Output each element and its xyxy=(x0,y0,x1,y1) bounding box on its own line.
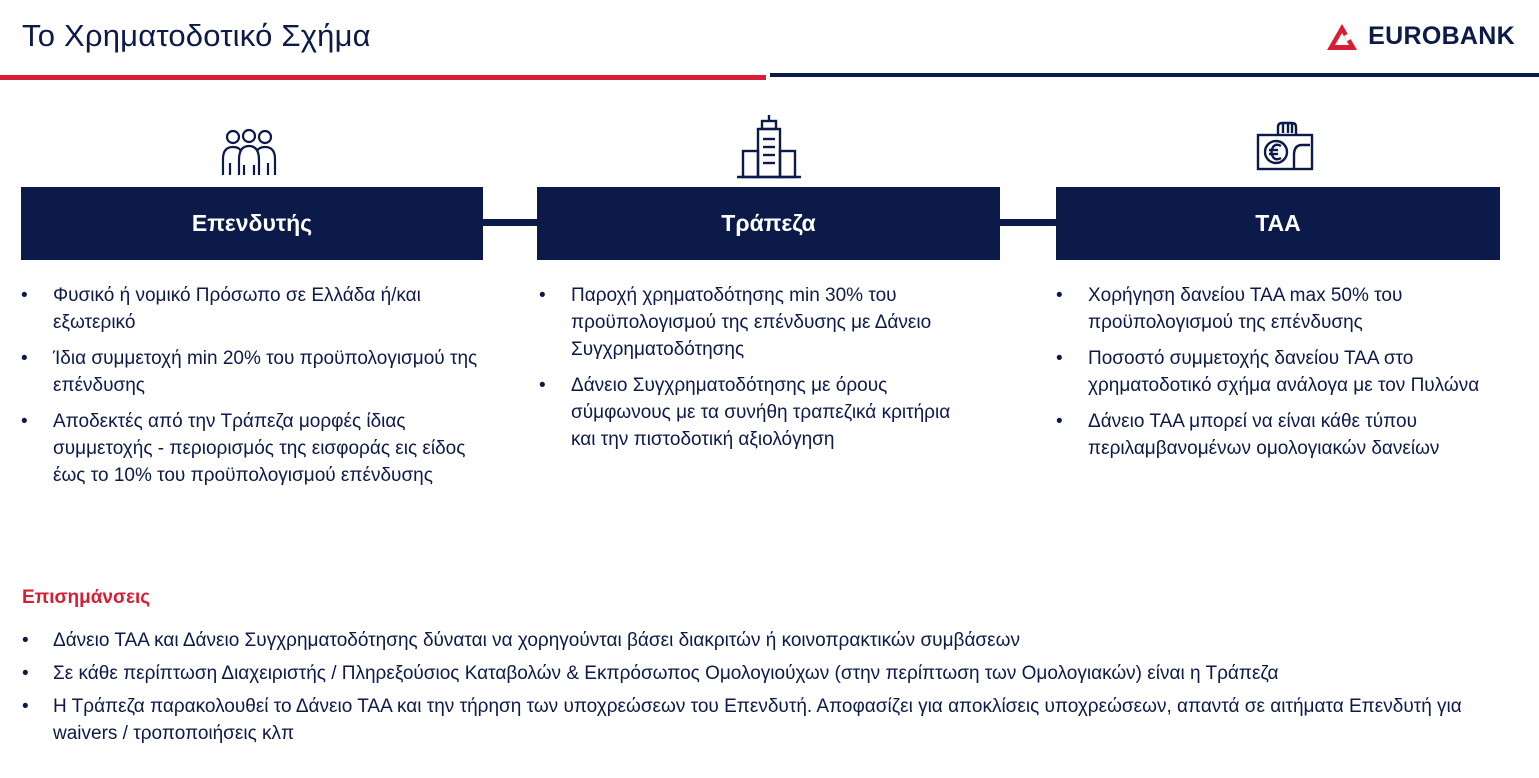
bank-title: Τράπεζα xyxy=(721,210,816,236)
list-item: • Δάνειο ΤΑΑ μπορεί να είναι κάθε τύπου περιλαμβανομένων ομολογιακών δανείων xyxy=(1056,408,1496,462)
list-item: • Αποδεκτές από την Τράπεζα μορφές ίδιας συμμετοχής - περιορισμός της εισφοράς εις είδος έως το 10% του προϋπολογισμού επένδυσης xyxy=(21,408,483,489)
page-title: Το Χρηματοδοτικό Σχήμα xyxy=(22,18,371,53)
rrf-box xyxy=(1056,187,1500,260)
rrf-bullets xyxy=(1056,282,1496,471)
connector-right xyxy=(1000,219,1056,226)
list-item: • Παροχή χρηματοδότησης min 30% του προϋπολογισμού της επένδυσης με Δάνειο Συγχρηματοδότησης xyxy=(539,282,979,363)
list-item: • Δάνειο Συγχρηματοδότησης με όρους σύμφωνους με τα συνήθη τραπεζικά κριτήρια και την πιστοδοτική αξιολόγηση xyxy=(539,372,979,453)
bank-bullets xyxy=(539,282,979,462)
buildings-icon xyxy=(735,115,803,184)
list-item: • Χορήγηση δανείου ΤΑΑ max 50% του προϋπολογισμού της επένδυσης xyxy=(1056,282,1496,336)
list-item: • Δάνειο ΤΑΑ και Δάνειο Συγχρηματοδότησης δύναται να χορηγούνται βάσει διακριτών ή κοινοπρακτικών συμβάσεων xyxy=(22,627,1522,654)
list-item: • Φυσικό ή νομικό Πρόσωπο σε Ελλάδα ή/και εξωτερικό xyxy=(21,282,483,336)
investor-title: Επενδυτής xyxy=(191,210,313,236)
investor-box xyxy=(21,187,483,260)
notes-list xyxy=(22,627,1522,753)
list-item: • Σε κάθε περίπτωση Διαχειριστής / Πληρεξούσιος Καταβολών & Εκπρόσωπος Ομολογιούχων (στην περίπτωση των Ομολογιακών) είναι η Τράπεζα xyxy=(22,660,1522,687)
eurobank-logo xyxy=(1326,22,1515,51)
list-item: • Η Τράπεζα παρακολουθεί το Δάνειο ΤΑΑ και την τήρηση των υποχρεώσεων του Επενδυτή. Αποφασίζει για αποκλίσεις υποχρεώσεων, απαντά σε αιτήματα Επενδυτή για waivers / τροποποιήσεις κλπ xyxy=(22,693,1522,747)
euro-hand-icon xyxy=(1254,115,1316,184)
connector-left xyxy=(483,219,537,226)
header-rule-navy xyxy=(770,73,1539,77)
list-item: • Ίδια συμμετοχή min 20% του προϋπολογισμού της επένδυσης xyxy=(21,345,483,399)
bank-box xyxy=(537,187,1000,260)
brand-name: EUROBANK xyxy=(1368,22,1515,50)
notes-heading: Επισημάνσεις xyxy=(22,587,151,608)
people-icon xyxy=(219,115,279,184)
eurobank-mark-icon xyxy=(1326,23,1358,51)
investor-bullets xyxy=(21,282,483,498)
header-rule-red xyxy=(0,75,766,80)
rrf-title: ΤΑΑ xyxy=(1255,210,1301,236)
list-item: • Ποσοστό συμμετοχής δανείου ΤΑΑ στο χρηματοδοτικό σχήμα ανάλογα με τον Πυλώνα xyxy=(1056,345,1496,399)
